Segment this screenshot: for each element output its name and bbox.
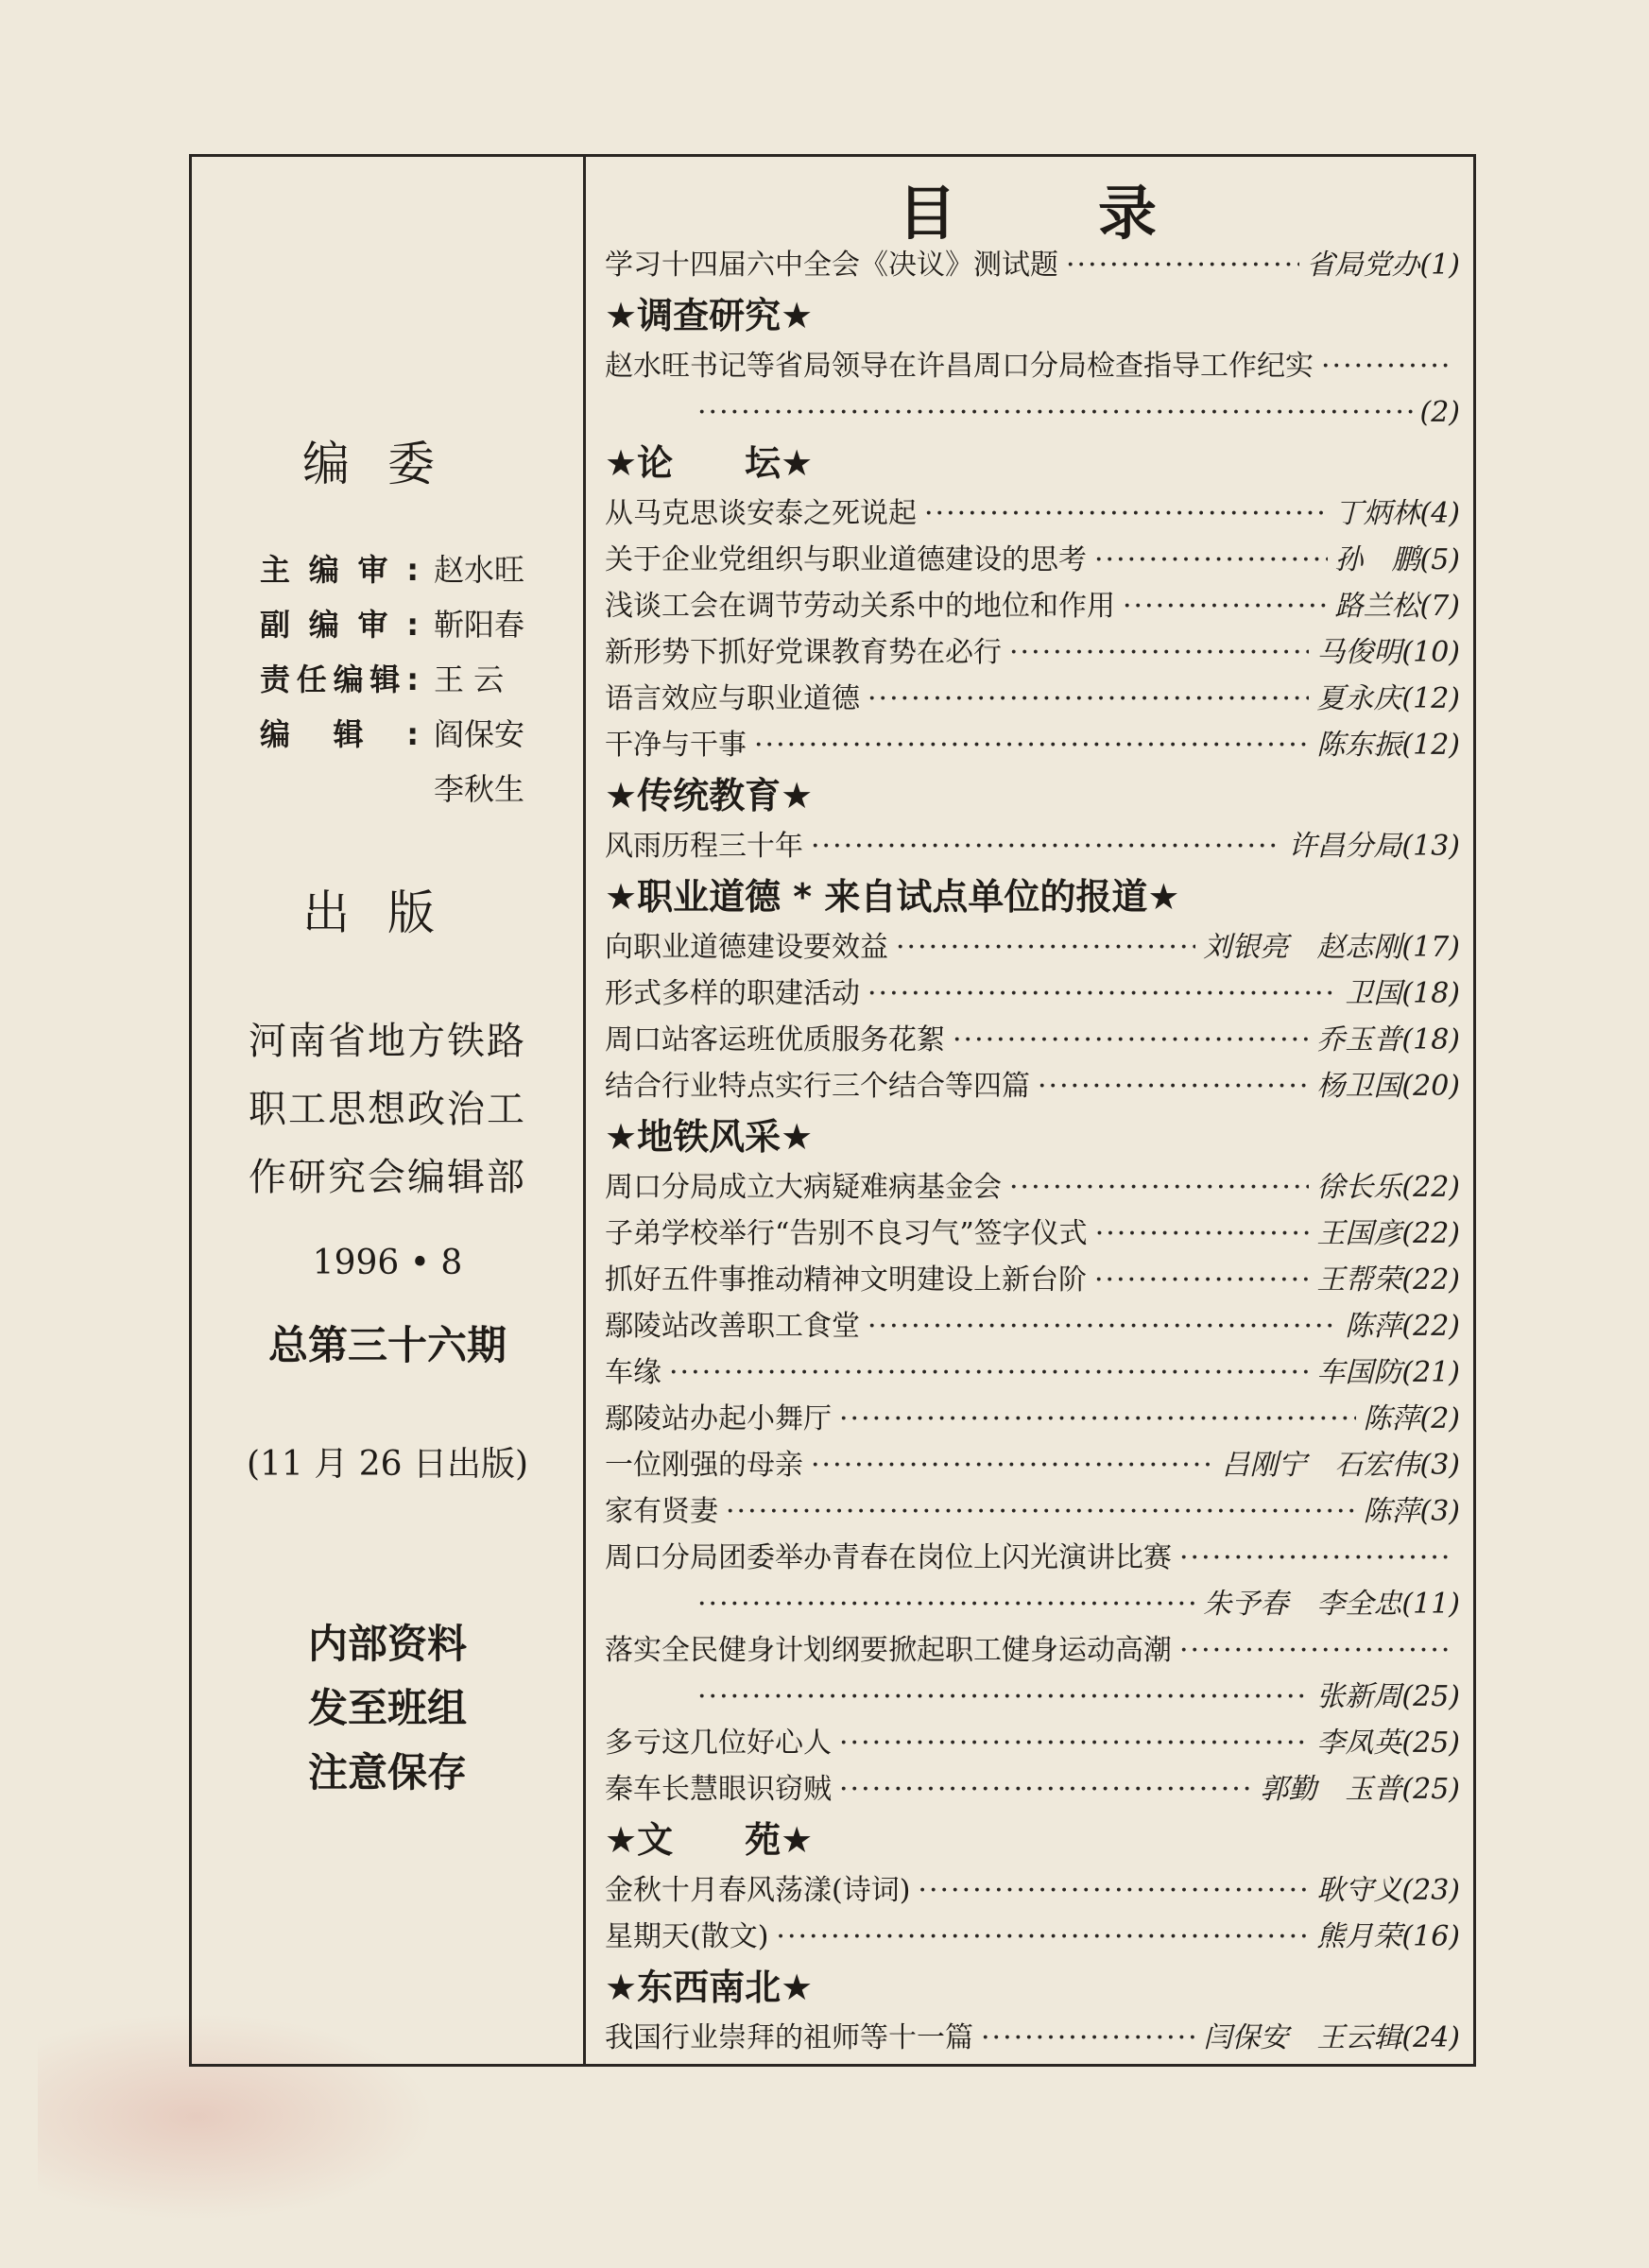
- toc-entry-author-page: 省局党办(1): [1306, 249, 1460, 282]
- toc-entry: [605, 1535, 1460, 1581]
- dot-leader: [697, 1674, 1309, 1720]
- toc-entry-author-page: 王帮荣(22): [1316, 1263, 1460, 1297]
- toc-entry-author-page: 丁炳林(4): [1334, 497, 1460, 530]
- dot-leader: [839, 1766, 1252, 1813]
- toc-entry: [605, 1914, 1460, 1960]
- toc-entry-author-page: (2): [1419, 396, 1460, 429]
- dot-leader: [896, 924, 1195, 971]
- toc-entry-title: 浅谈工会在调节劳动关系中的地位和作用: [605, 590, 1115, 623]
- toc-entry-title: 结合行业特点实行三个结合等四篇: [605, 1070, 1030, 1103]
- release-date: (11 月 26 日出版): [246, 1445, 529, 1484]
- dot-leader: [697, 1581, 1195, 1627]
- toc-entry-title: 学习十四届六中全会《决议》测试题: [605, 249, 1058, 282]
- committee-heading: 编委: [302, 437, 472, 491]
- toc-entry: [605, 1257, 1460, 1303]
- dot-leader: [1179, 1627, 1452, 1674]
- toc-entry-author-page: 许昌分局(13): [1288, 830, 1460, 863]
- toc-entry: [605, 1063, 1460, 1109]
- toc-entry-author-page: 熊月荣(16): [1316, 1920, 1460, 1953]
- editor-row: 编辑: 阎保安: [260, 716, 525, 752]
- toc-entry: [605, 1766, 1460, 1813]
- dot-leader: [1009, 629, 1309, 676]
- toc-entry: [605, 1488, 1460, 1535]
- publish-heading: 出版: [302, 885, 472, 940]
- toc-entry: [605, 490, 1460, 537]
- toc-entry-title: 落实全民健身计划纲要掀起职工健身运动高潮: [605, 1634, 1172, 1667]
- toc-entry: [605, 1581, 1460, 1627]
- issue-number: 总第三十六期: [267, 1322, 507, 1368]
- dot-leader: [697, 389, 1413, 436]
- toc-entry-author-page: 马俊明(10): [1316, 636, 1460, 669]
- toc-entry-author-page: 徐长乐(22): [1316, 1171, 1460, 1204]
- toc-entry-author-page: 吕刚宁 石宏伟(3): [1221, 1449, 1460, 1482]
- column-divider: [583, 154, 586, 2067]
- dot-leader: [918, 1867, 1309, 1914]
- toc-entry-author-page: 耿守义(23): [1316, 1874, 1460, 1907]
- dot-leader: [1123, 583, 1328, 629]
- toc-entry-title: 向职业道德建设要效益: [605, 931, 888, 964]
- toc-entry: [605, 1349, 1460, 1396]
- masthead-column: [192, 157, 583, 2064]
- toc-entry-title: 秦车长慧眼识窃贼: [605, 1773, 832, 1806]
- publication-date: 1996 • 8: [312, 1244, 463, 1282]
- toc-entry: [605, 1627, 1460, 1674]
- toc-entry-title: 金秋十月春风荡漾(诗词): [605, 1874, 911, 1907]
- toc-entry-author-page: 杨卫国(20): [1316, 1070, 1460, 1103]
- dot-leader: [811, 1442, 1214, 1488]
- editor-list: [260, 542, 524, 816]
- editor-row: 主编审: 赵水旺: [260, 552, 525, 588]
- toc-section-heading: ★文 苑★: [605, 1819, 814, 1861]
- toc-entry-title: 星期天(散文): [605, 1920, 769, 1953]
- editor-row: 责任编辑: 王 云: [260, 662, 505, 697]
- toc-entry: [605, 242, 1460, 288]
- toc-section-heading: ★论 坛★: [605, 442, 814, 484]
- dot-leader: [754, 722, 1309, 768]
- dot-leader: [1066, 242, 1299, 288]
- dot-leader: [1094, 1257, 1309, 1303]
- toc-entry: [605, 537, 1460, 583]
- dot-leader: [1095, 1211, 1310, 1257]
- toc-entry-author-page: 陈萍(2): [1363, 1402, 1460, 1435]
- internal-notice: 内部资料 发至班组 注意保存: [307, 1621, 467, 1796]
- toc-entry: [605, 583, 1460, 629]
- toc-entry-author-page: 车国防(21): [1316, 1356, 1460, 1389]
- dot-leader: [924, 490, 1328, 537]
- toc-entry-title: 家有贤妻: [605, 1495, 718, 1528]
- toc-entry-title: 从马克思谈安泰之死说起: [605, 497, 917, 530]
- toc-entry: [605, 1867, 1460, 1914]
- toc-entry-title: 多亏这几位好心人: [605, 1727, 832, 1760]
- toc-entry-title: 新形势下抓好党课教育势在必行: [605, 636, 1002, 669]
- toc-entry-author-page: 陈萍(3): [1363, 1495, 1460, 1528]
- editor-row: 副编审: 靳阳春: [260, 607, 525, 643]
- toc-entry-author-page: 乔玉普(18): [1316, 1023, 1460, 1057]
- toc-entry-author-page: 夏永庆(12): [1316, 682, 1460, 715]
- dot-leader: [953, 1017, 1309, 1063]
- toc-entry-author-page: 孙 鹏(5): [1334, 543, 1460, 576]
- toc-entry: [605, 1442, 1460, 1488]
- toc-entry: [605, 823, 1460, 869]
- toc-entry-author-page: 张新周(25): [1316, 1680, 1460, 1713]
- toc-entry: [605, 971, 1460, 1017]
- toc-entry-title: 鄢陵站改善职工食堂: [605, 1310, 860, 1343]
- toc-entry: [605, 1720, 1460, 1766]
- dot-leader: [669, 1349, 1309, 1396]
- toc-entry: [605, 1017, 1460, 1063]
- toc-entry-author-page: 陈萍(22): [1345, 1310, 1460, 1343]
- toc-section-heading: ★东西南北★: [605, 1967, 814, 2008]
- dot-leader: [811, 823, 1280, 869]
- toc-section-heading: ★传统教育★: [605, 775, 814, 816]
- toc-entry-title: 周口分局团委举办青春在岗位上闪光演讲比赛: [605, 1541, 1172, 1574]
- toc-entry-title: 车缘: [605, 1356, 661, 1389]
- dot-leader: [867, 971, 1337, 1017]
- toc-entry: [605, 1674, 1460, 1720]
- toc-entry-title: 我国行业崇拜的祖师等十一篇: [605, 2021, 973, 2054]
- toc-entry: [605, 722, 1460, 768]
- toc-entry-title: 周口站客运班优质服务花絮: [605, 1023, 945, 1057]
- toc-entry: [605, 1211, 1460, 1257]
- toc-section-heading: ★调查研究★: [605, 295, 814, 336]
- toc-entry-title: 周口分局成立大病疑难病基金会: [605, 1171, 1002, 1204]
- dot-leader: [1094, 537, 1328, 583]
- toc-entry-author-page: 朱予春 李全忠(11): [1203, 1588, 1460, 1621]
- toc-entry-author-page: 陈东振(12): [1316, 729, 1460, 762]
- toc-entry-title: 风雨历程三十年: [605, 830, 803, 863]
- toc-entry: [605, 2015, 1460, 2061]
- dot-leader: [981, 2015, 1195, 2061]
- toc-entry-title: 语言效应与职业道德: [605, 682, 860, 715]
- dot-leader: [867, 676, 1309, 722]
- toc-entry-title: 形式多样的职建活动: [605, 977, 860, 1010]
- toc-title: 目录: [898, 179, 1299, 248]
- toc-entry: [605, 924, 1460, 971]
- toc-entry-author-page: 王国彦(22): [1316, 1217, 1460, 1250]
- dot-leader: [1179, 1535, 1452, 1581]
- toc-entry-author-page: 卫国(18): [1345, 977, 1460, 1010]
- dot-leader: [726, 1488, 1356, 1535]
- dot-leader: [839, 1720, 1309, 1766]
- toc-entry-title: 鄢陵站办起小舞厅: [605, 1402, 832, 1435]
- toc-entry: [605, 1303, 1460, 1349]
- toc-entry-title: 干净与干事: [605, 729, 747, 762]
- toc-entry: [605, 629, 1460, 676]
- toc-entry: [605, 1164, 1460, 1211]
- toc-entry: [605, 343, 1460, 389]
- toc-entry: [605, 676, 1460, 722]
- toc-entry: [605, 389, 1460, 436]
- dot-leader: [1038, 1063, 1309, 1109]
- toc-entry-title: 一位刚强的母亲: [605, 1449, 803, 1482]
- toc-list: [605, 242, 1460, 2061]
- toc-entry-title: 关于企业党组织与职业道德建设的思考: [605, 543, 1087, 576]
- dot-leader: [1321, 343, 1452, 389]
- dot-leader: [1009, 1164, 1309, 1211]
- publisher-name: 河南省地方铁路 职工思想政治工 作研究会编辑部: [249, 1020, 526, 1199]
- dot-leader: [867, 1303, 1337, 1349]
- toc-entry-author-page: 路兰松(7): [1334, 590, 1460, 623]
- toc-entry-author-page: 李凤英(25): [1316, 1727, 1460, 1760]
- toc-entry-title: 子弟学校举行“告别不良习气”签字仪式: [605, 1217, 1088, 1250]
- editor-row: 李秋生: [434, 771, 525, 807]
- toc-entry-author-page: 郭勤 玉普(25): [1260, 1773, 1460, 1806]
- toc-entry-title: 抓好五件事推动精神文明建设上新台阶: [605, 1263, 1087, 1297]
- toc-entry-title: 赵水旺书记等省局领导在许昌周口分局检查指导工作纪实: [605, 350, 1314, 383]
- toc-entry-author-page: 刘银亮 赵志刚(17): [1203, 931, 1460, 964]
- toc-entry-author-page: 闫保安 王云辑(24): [1203, 2021, 1460, 2054]
- toc-section-heading: ★职业道德 * 来自试点单位的报道★: [605, 876, 1180, 918]
- toc-section-heading: ★地铁风采★: [605, 1116, 814, 1158]
- toc-entry: [605, 1396, 1460, 1442]
- dot-leader: [839, 1396, 1356, 1442]
- dot-leader: [776, 1914, 1309, 1960]
